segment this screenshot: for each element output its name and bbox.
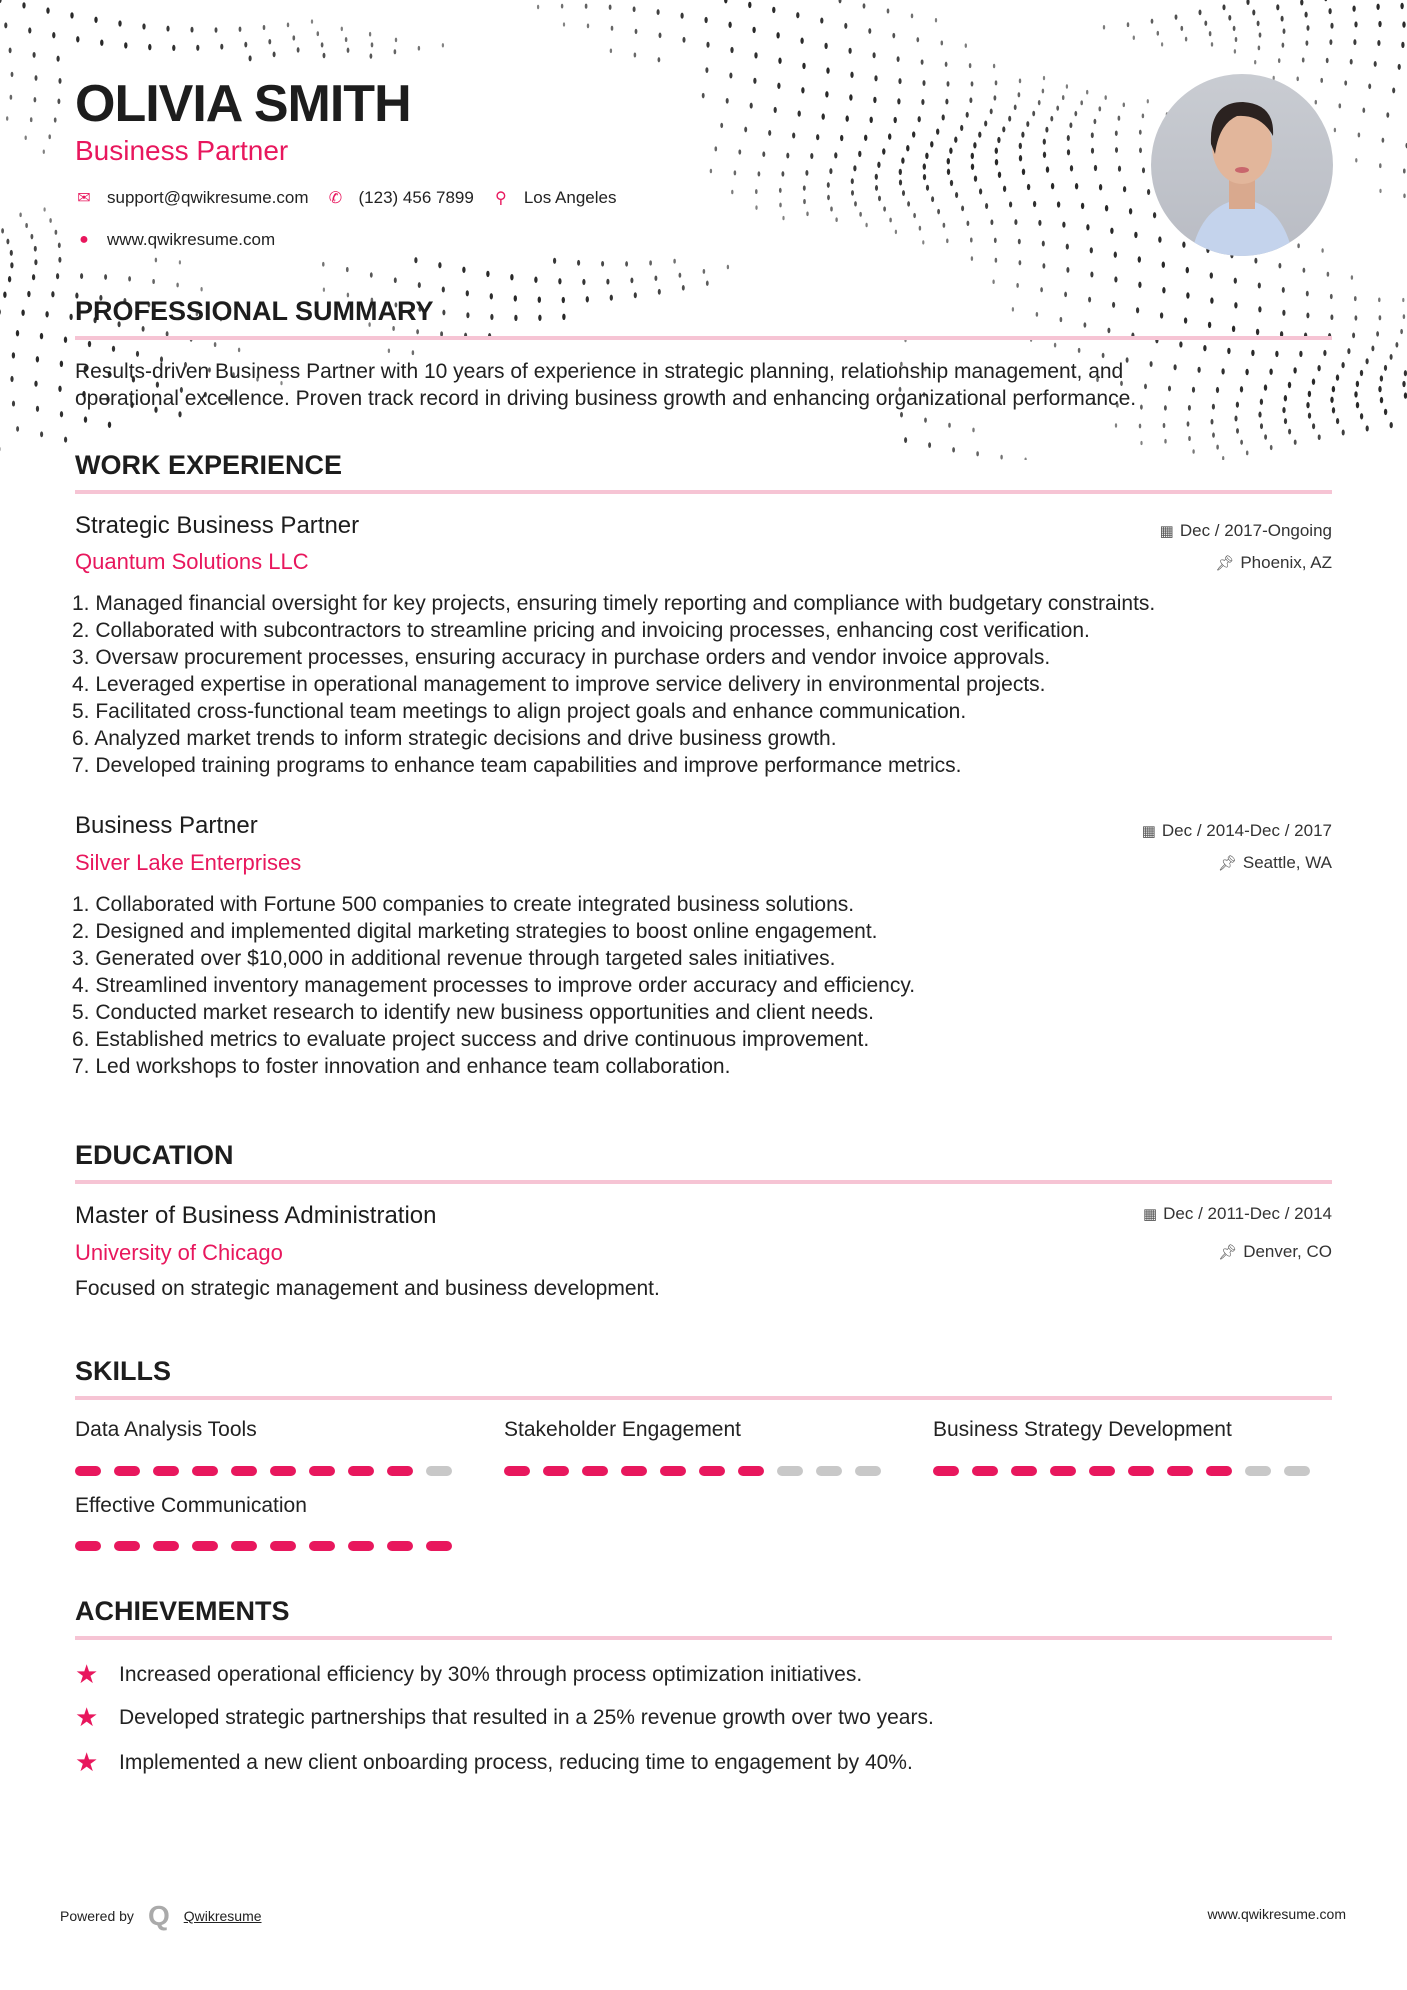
envelope-icon: ✉	[77, 190, 91, 207]
achievement-text: Increased operational efficiency by 30% through process optimization initiatives.	[119, 1662, 863, 1686]
job-bullet: 5. Conducted market research to identify new business opportunities and client needs.	[72, 1001, 874, 1024]
skill-dot-filled	[192, 1541, 218, 1551]
education-location	[1218, 1242, 1332, 1262]
skill-dot-filled	[660, 1466, 686, 1476]
section-divider	[75, 490, 1332, 494]
section-divider	[75, 1396, 1332, 1400]
section-title-skills: SKILLS	[75, 1356, 172, 1386]
job-bullet: 3. Oversaw procurement processes, ensuring accuracy in purchase orders and vendor invoice approvals.	[72, 646, 1051, 669]
footer-powered-by	[60, 1900, 262, 1932]
calendar-icon: ▦	[1159, 523, 1174, 540]
job-bullet: 1. Managed financial oversight for key projects, ensuring timely reporting and compliance with budgetary constraints.	[72, 592, 1156, 615]
skill-dot-filled	[1167, 1466, 1193, 1476]
globe-icon: ●	[79, 231, 89, 248]
job-location-text: Phoenix, AZ	[1240, 553, 1332, 572]
section-title-summary: PROFESSIONAL SUMMARY	[75, 296, 434, 326]
skill-dot-empty	[777, 1466, 803, 1476]
skill-dot-empty	[1284, 1466, 1310, 1476]
job-bullet: 1. Collaborated with Fortune 500 companies to create integrated business solutions.	[72, 893, 855, 916]
job-bullet: 6. Analyzed market trends to inform strategic decisions and drive business growth.	[72, 727, 837, 750]
section-divider	[75, 1180, 1332, 1184]
phone-icon: ✆	[328, 190, 343, 207]
skill-rating	[75, 1466, 452, 1476]
skill-name: Stakeholder Engagement	[504, 1418, 741, 1441]
candidate-name: OLIVIA SMITH	[75, 75, 411, 133]
pin-icon: 📌︎	[1215, 555, 1235, 572]
skill-dot-filled	[114, 1466, 140, 1476]
skill-dot-filled	[75, 1466, 101, 1476]
section-divider	[75, 1636, 1332, 1640]
skill-dot-empty	[816, 1466, 842, 1476]
achievement-text: Developed strategic partnerships that resulted in a 25% revenue growth over two years.	[119, 1705, 934, 1729]
job-dates	[1142, 821, 1332, 841]
job-bullet: 2. Collaborated with subcontractors to streamline pricing and invoicing processes, enhancing cost verification.	[72, 619, 1090, 642]
skill-dot-filled	[972, 1466, 998, 1476]
profile-photo	[1151, 74, 1333, 256]
skill-dot-empty	[1245, 1466, 1271, 1476]
skill-dot-filled	[699, 1466, 725, 1476]
skill-dot-filled	[387, 1466, 413, 1476]
job-dates	[1160, 521, 1332, 541]
skill-dot-filled	[426, 1541, 452, 1551]
skill-rating	[75, 1541, 452, 1551]
pin-icon: 📌︎	[1217, 855, 1237, 872]
education-dates-text: Dec / 2011-Dec / 2014	[1163, 1204, 1332, 1223]
skill-dot-filled	[231, 1541, 257, 1551]
skill-rating	[933, 1466, 1310, 1476]
qwikresume-logo-icon: Q	[147, 1900, 170, 1931]
location-pin-icon: ⚲	[494, 190, 507, 207]
education-description: Focused on strategic management and business development.	[75, 1277, 660, 1300]
skill-dot-filled	[348, 1466, 374, 1476]
skill-name: Business Strategy Development	[933, 1418, 1232, 1441]
skill-dot-filled	[1050, 1466, 1076, 1476]
achievement-text: Implemented a new client onboarding process, reducing time to engagement by 40%.	[119, 1750, 913, 1774]
job-bullet: 4. Streamlined inventory management processes to improve order accuracy and efficiency.	[72, 974, 916, 997]
location-text: Los Angeles	[523, 188, 617, 207]
job-bullet: 7. Developed training programs to enhance team capabilities and improve performance metrics.	[72, 754, 962, 777]
achievement-item	[75, 1659, 862, 1690]
skill-dot-filled	[309, 1466, 335, 1476]
education-location-text: Denver, CO	[1243, 1242, 1332, 1261]
pin-icon: 📌︎	[1218, 1244, 1238, 1261]
contact-row	[75, 188, 616, 208]
skill-dot-filled	[270, 1541, 296, 1551]
website-row	[75, 230, 275, 250]
calendar-icon: ▦	[1141, 823, 1156, 840]
skill-dot-filled	[114, 1541, 140, 1551]
school-name: University of Chicago	[75, 1240, 283, 1265]
job-company: Silver Lake Enterprises	[75, 850, 302, 875]
section-title-education: EDUCATION	[75, 1140, 234, 1170]
skill-name: Data Analysis Tools	[75, 1418, 257, 1441]
skill-dot-filled	[543, 1466, 569, 1476]
skill-dot-filled	[270, 1466, 296, 1476]
section-divider	[75, 336, 1332, 340]
footer-website[interactable]: www.qwikresume.com	[1207, 1906, 1346, 1922]
skill-dot-filled	[504, 1466, 530, 1476]
skill-dot-filled	[231, 1466, 257, 1476]
skill-dot-filled	[153, 1541, 179, 1551]
summary-line: Results-driven Business Partner with 10 years of experience in strategic planning, relationship management, and	[75, 360, 1124, 383]
section-title-achievements: ACHIEVEMENTS	[75, 1596, 290, 1626]
phone-text: (123) 456 7899	[358, 188, 474, 207]
achievement-item	[75, 1702, 934, 1733]
job-bullet: 2. Designed and implemented digital marketing strategies to boost online engagement.	[72, 920, 878, 943]
job-dates-text: Dec / 2014-Dec / 2017	[1161, 821, 1332, 840]
education-dates	[1143, 1204, 1332, 1224]
job-company: Quantum Solutions LLC	[75, 549, 309, 574]
star-icon: ★	[75, 1747, 99, 1777]
summary-line: operational excellence. Proven track record in driving business growth and enhancing organizational performance.	[75, 387, 1137, 410]
star-icon: ★	[75, 1659, 99, 1689]
calendar-icon: ▦	[1142, 1206, 1158, 1223]
skill-dot-filled	[933, 1466, 959, 1476]
email-link[interactable]: support@qwikresume.com	[107, 188, 309, 207]
skill-dot-filled	[348, 1541, 374, 1551]
skill-dot-filled	[738, 1466, 764, 1476]
job-bullets	[72, 891, 915, 1080]
star-icon: ★	[75, 1702, 99, 1732]
skill-dot-filled	[75, 1541, 101, 1551]
job-location	[1215, 553, 1332, 573]
skill-dot-filled	[387, 1541, 413, 1551]
job-bullet: 6. Established metrics to evaluate project success and drive continuous improvement.	[72, 1028, 870, 1051]
skill-name: Effective Communication	[75, 1494, 307, 1517]
skill-rating	[504, 1466, 881, 1476]
skill-dot-empty	[426, 1466, 452, 1476]
job-title: Strategic Business Partner	[75, 512, 360, 539]
section-title-experience: WORK EXPERIENCE	[75, 450, 343, 480]
skill-dot-filled	[1128, 1466, 1154, 1476]
skill-dot-filled	[582, 1466, 608, 1476]
summary-text	[75, 358, 1136, 412]
powered-by-label: Powered by	[60, 1908, 134, 1924]
job-bullet: 4. Leveraged expertise in operational management to improve service delivery in environmental projects.	[72, 673, 1046, 696]
candidate-role: Business Partner	[75, 135, 289, 166]
job-bullet: 5. Facilitated cross-functional team meetings to align project goals and enhance communication.	[72, 700, 967, 723]
skill-dot-filled	[192, 1466, 218, 1476]
job-dates-text: Dec / 2017-Ongoing	[1179, 521, 1332, 540]
achievement-item	[75, 1747, 913, 1778]
qwikresume-link[interactable]: Qwikresume	[183, 1908, 262, 1924]
degree-title: Master of Business Administration	[75, 1202, 437, 1229]
job-location	[1218, 853, 1332, 873]
skill-dot-filled	[1206, 1466, 1232, 1476]
skill-dot-filled	[309, 1541, 335, 1551]
skill-dot-filled	[153, 1466, 179, 1476]
skill-dot-empty	[855, 1466, 881, 1476]
job-bullets	[72, 590, 1155, 779]
skill-dot-filled	[1089, 1466, 1115, 1476]
job-title: Business Partner	[75, 812, 258, 839]
job-bullet: 3. Generated over $10,000 in additional revenue through targeted sales initiatives.	[72, 947, 836, 970]
job-bullet: 7. Led workshops to foster innovation and enhance team collaboration.	[72, 1055, 731, 1078]
website-link[interactable]: www.qwikresume.com	[107, 230, 276, 249]
skill-dot-filled	[621, 1466, 647, 1476]
skill-dot-filled	[1011, 1466, 1037, 1476]
job-location-text: Seattle, WA	[1242, 853, 1332, 872]
